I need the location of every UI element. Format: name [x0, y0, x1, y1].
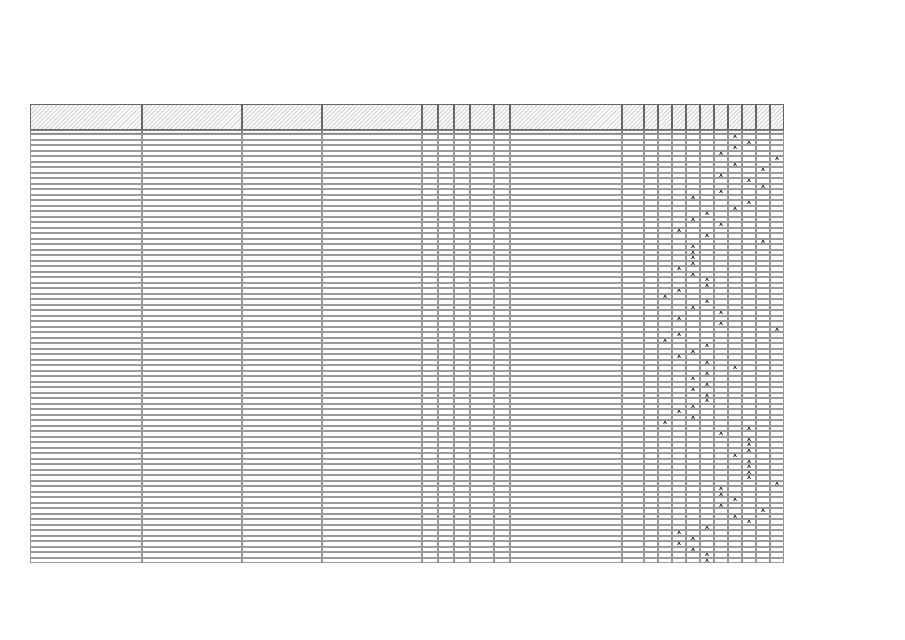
- schedule-mark: X: [728, 453, 742, 459]
- schedule-mark: X: [714, 189, 728, 195]
- schedule-mark: X: [728, 145, 742, 151]
- schedule-mark: X: [742, 426, 756, 432]
- schedule-mark: X: [700, 393, 714, 399]
- table-cell: [644, 558, 658, 564]
- column-header: [728, 104, 742, 130]
- schedule-mark: X: [686, 244, 700, 250]
- schedule-mark: X: [714, 310, 728, 316]
- column-header: [714, 104, 728, 130]
- schedule-mark: X: [700, 558, 714, 564]
- schedule-mark: X: [714, 151, 728, 157]
- table-cell: [756, 558, 770, 564]
- schedule-mark: X: [672, 530, 686, 536]
- schedule-mark: X: [756, 239, 770, 245]
- column-header: [700, 104, 714, 130]
- column-header: [770, 104, 784, 130]
- table-cell: [30, 558, 142, 564]
- table-cell: [672, 558, 686, 564]
- schedule-mark: X: [686, 547, 700, 553]
- table-cell: [422, 558, 438, 564]
- schedule-mark: X: [658, 294, 672, 300]
- schedule-mark: X: [742, 448, 756, 454]
- schedule-mark: X: [700, 360, 714, 366]
- table-cell: [622, 558, 644, 564]
- schedule-mark: X: [728, 206, 742, 212]
- schedule-mark: X: [658, 338, 672, 344]
- schedule-mark: X: [672, 541, 686, 547]
- schedule-mark: X: [700, 277, 714, 283]
- column-header: [30, 104, 142, 130]
- column-header: [242, 104, 322, 130]
- column-header: [686, 104, 700, 130]
- column-header: [742, 104, 756, 130]
- schedule-mark: X: [714, 503, 728, 509]
- schedule-mark: X: [756, 184, 770, 190]
- table-cell: [242, 558, 322, 564]
- schedule-mark: X: [672, 266, 686, 272]
- schedule-mark: X: [686, 255, 700, 261]
- schedule-mark: X: [742, 442, 756, 448]
- schedule-mark: X: [742, 200, 756, 206]
- table-cell: [494, 558, 510, 564]
- schedule-mark: X: [770, 481, 784, 487]
- schedule-mark: X: [686, 217, 700, 223]
- column-header: [658, 104, 672, 130]
- schedule-mark: X: [714, 321, 728, 327]
- schedule-mark: X: [700, 371, 714, 377]
- table-cell: [770, 558, 784, 564]
- table-cell: [742, 558, 756, 564]
- schedule-mark: X: [728, 134, 742, 140]
- schedule-mark: X: [672, 332, 686, 338]
- schedule-mark: X: [686, 195, 700, 201]
- schedule-mark: X: [686, 250, 700, 256]
- schedule-mark: X: [742, 475, 756, 481]
- schedule-mark: X: [686, 272, 700, 278]
- schedule-mark: X: [714, 492, 728, 498]
- schedule-mark: X: [700, 233, 714, 239]
- schedule-mark: X: [742, 519, 756, 525]
- schedule-mark: X: [686, 536, 700, 542]
- schedule-mark: X: [700, 382, 714, 388]
- schedule-mark: X: [742, 140, 756, 146]
- table-cell: [728, 558, 742, 564]
- schedule-mark: X: [728, 162, 742, 168]
- schedule-mark: X: [742, 464, 756, 470]
- column-header: [322, 104, 422, 130]
- schedule-mark: X: [672, 316, 686, 322]
- column-header: [672, 104, 686, 130]
- column-header: [422, 104, 438, 130]
- schedule-mark: X: [728, 514, 742, 520]
- column-header: [510, 104, 622, 130]
- schedule-mark: X: [728, 497, 742, 503]
- schedule-mark: X: [770, 156, 784, 162]
- schedule-mark: X: [686, 349, 700, 355]
- schedule-mark: X: [672, 228, 686, 234]
- schedule-mark: X: [700, 525, 714, 531]
- column-header: [438, 104, 454, 130]
- schedule-mark: X: [770, 327, 784, 333]
- table-cell: [686, 558, 700, 564]
- schedule-mark: X: [686, 305, 700, 311]
- table-cell: [714, 558, 728, 564]
- schedule-mark: X: [686, 387, 700, 393]
- schedule-mark: X: [700, 398, 714, 404]
- schedule-mark: X: [686, 415, 700, 421]
- schedule-mark: X: [756, 167, 770, 173]
- register-table: [30, 104, 880, 564]
- column-header: [622, 104, 644, 130]
- schedule-mark: X: [700, 552, 714, 558]
- schedule-mark: X: [728, 365, 742, 371]
- schedule-mark: X: [742, 470, 756, 476]
- schedule-mark: X: [700, 283, 714, 289]
- schedule-mark: X: [714, 173, 728, 179]
- column-header: [644, 104, 658, 130]
- schedule-mark: X: [714, 222, 728, 228]
- table-cell: [658, 558, 672, 564]
- schedule-mark: X: [756, 508, 770, 514]
- schedule-mark: X: [700, 299, 714, 305]
- schedule-mark: X: [700, 211, 714, 217]
- schedule-mark: X: [714, 486, 728, 492]
- schedule-mark: X: [742, 459, 756, 465]
- schedule-mark: X: [672, 288, 686, 294]
- table-cell: [438, 558, 454, 564]
- schedule-mark: X: [700, 343, 714, 349]
- table-cell: [510, 558, 622, 564]
- schedule-mark: X: [742, 178, 756, 184]
- schedule-mark: X: [672, 354, 686, 360]
- schedule-mark: X: [658, 420, 672, 426]
- column-header: [454, 104, 470, 130]
- schedule-mark: X: [686, 376, 700, 382]
- column-header: [142, 104, 242, 130]
- schedule-mark: X: [742, 437, 756, 443]
- schedule-mark: X: [672, 409, 686, 415]
- table-cell: [322, 558, 422, 564]
- column-header: [756, 104, 770, 130]
- table-cell: [454, 558, 470, 564]
- schedule-mark: X: [686, 404, 700, 410]
- table-cell: [142, 558, 242, 564]
- table-cell: [470, 558, 494, 564]
- column-header: [494, 104, 510, 130]
- schedule-mark: X: [714, 431, 728, 437]
- column-header: [470, 104, 494, 130]
- schedule-mark: X: [686, 261, 700, 267]
